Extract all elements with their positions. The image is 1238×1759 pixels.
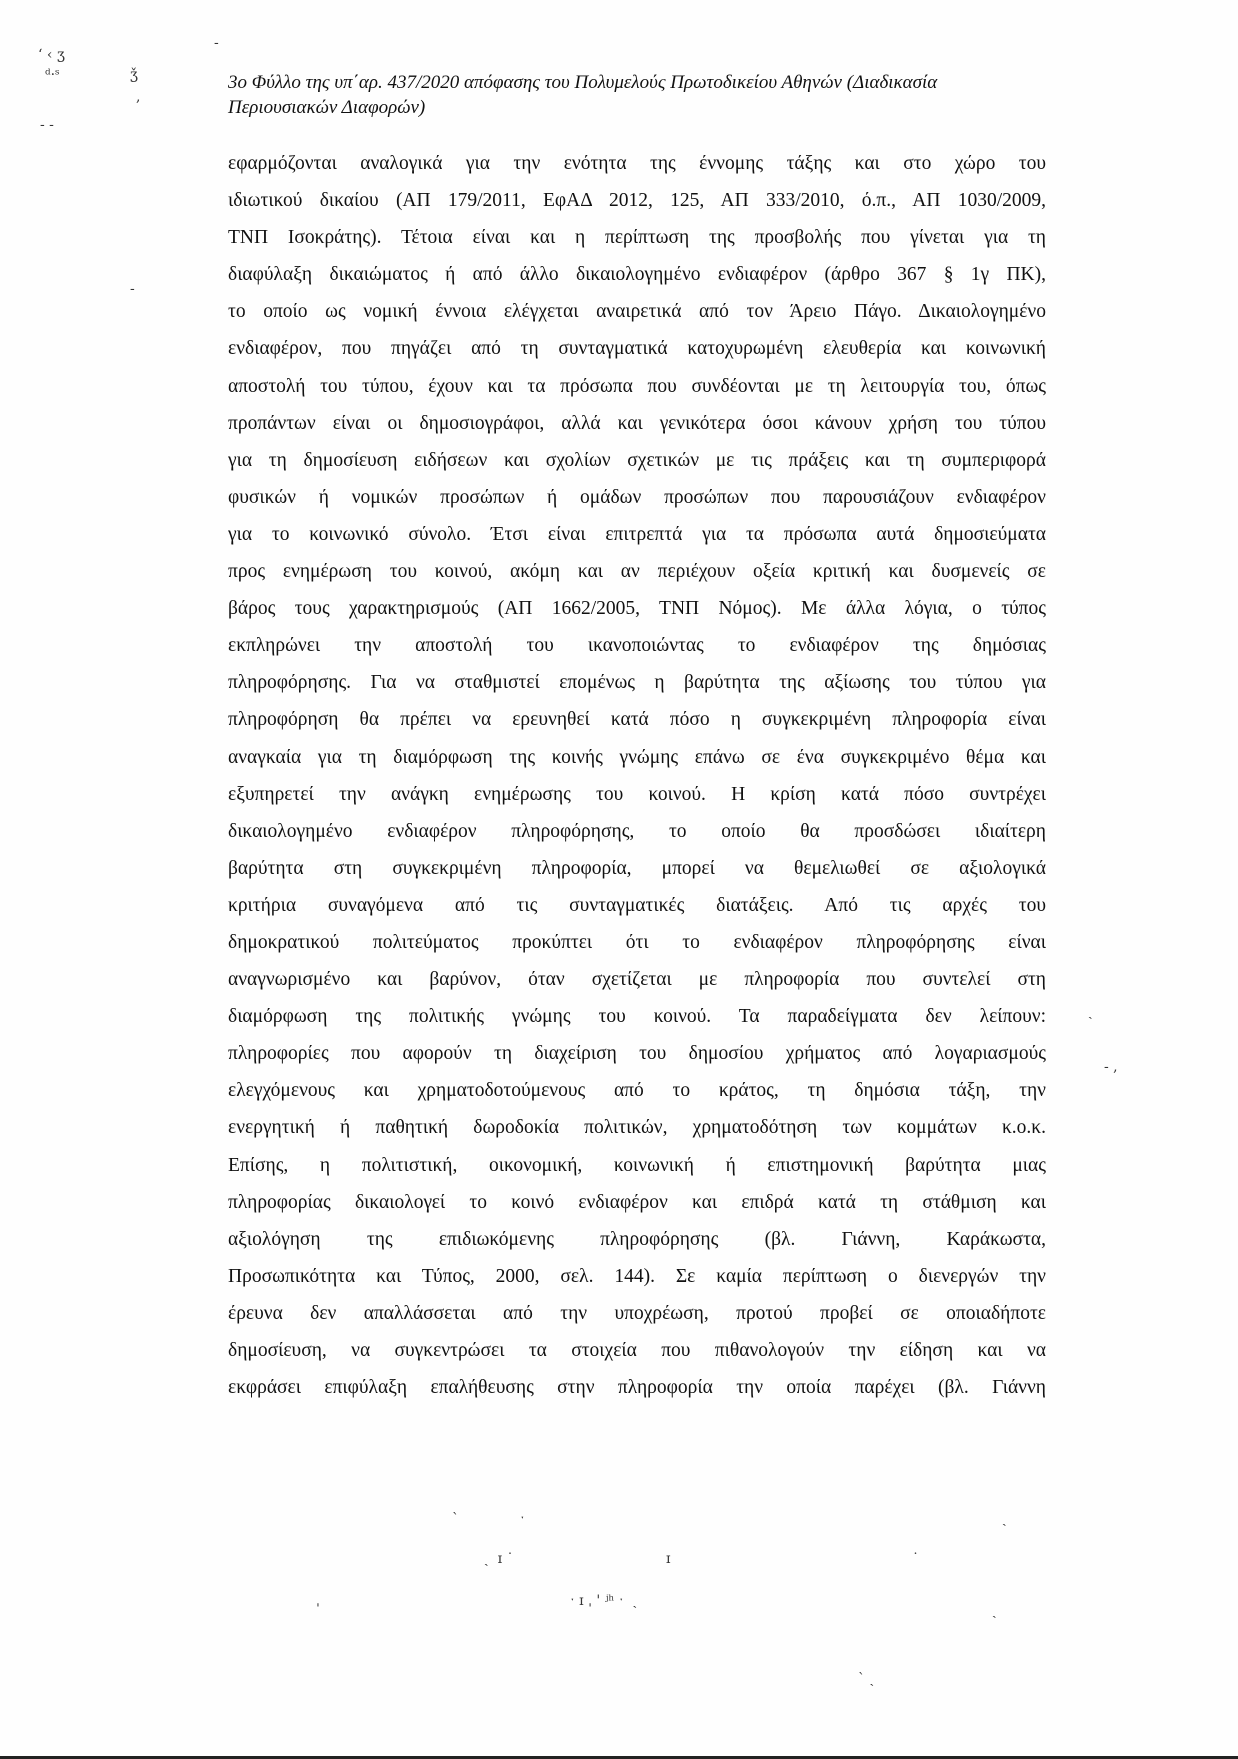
body-line: ενδιαφέρον, που πηγάζει από τη συνταγματικά κατοχυρωμένη ελευθερία και κοινωνική bbox=[228, 338, 1046, 360]
scan-speck: ˙ bbox=[912, 1551, 919, 1567]
scan-speck: - bbox=[130, 281, 135, 297]
body-line: πληροφορίας δικαιολογεί το κοινό ενδιαφέρον και επιδρά κατά τη στάθμιση και bbox=[228, 1191, 1046, 1213]
body-line: προπάντων είναι οι δημοσιογράφοι, αλλά και γενικότερα όσοι κάνουν χρήση του τύπου bbox=[228, 412, 1046, 434]
body-line: εξυπηρετεί την ανάγκη ενημέρωσης του κοινού. Η κρίση κατά πόσο συντρέχει bbox=[228, 783, 1046, 805]
body-line: διαμόρφωση της πολιτικής γνώμης του κοινού. Τα παραδείγματα δεν λείπουν: bbox=[228, 1006, 1046, 1028]
body-line: εκφράσει επιφύλαξη επαλήθευσης στην πληροφορία την οποία παρέχει (βλ. Γιάννη bbox=[228, 1377, 1046, 1399]
scan-speck: ˋ ˏ bbox=[858, 1671, 875, 1687]
body-line: διαφύλαξη δικαιώματος ή από άλλο δικαιολογημένο ενδιαφέρον (άρθρο 367 § 1γ ΠΚ), bbox=[228, 264, 1046, 286]
body-line: δικαιολογημένο ενδιαφέρον πληροφόρησης, το οποίο θα προσδώσει ιδιαίτερη bbox=[228, 820, 1046, 842]
scan-speck: - - bbox=[40, 117, 54, 133]
body-line: κριτήρια συναγόμενα από τις συνταγματικές διατάξεις. Από τις αρχές του bbox=[228, 894, 1046, 916]
body-line: για τη δημοσίευση ειδήσεων και σχολίων σχετικών με τις πράξεις και τη συμπεριφορά bbox=[228, 449, 1046, 471]
body-line: πληροφορίες που αφορούν τη διαχείριση του δημοσίου χρήματος από λογαριασμούς bbox=[228, 1043, 1046, 1065]
scan-speck: ǯ bbox=[130, 67, 138, 83]
scan-speck: ˏ bbox=[1002, 1511, 1007, 1527]
document-body bbox=[228, 145, 1046, 1406]
body-line: ενεργητική ή παθητική δωροδοκία πολιτικών, χρηματοδότηση των κομμάτων κ.ο.κ. bbox=[228, 1117, 1046, 1139]
scan-speck: - bbox=[214, 35, 219, 51]
body-line: εκπληρώνει την αποστολή του ικανοποιώντας το ενδιαφέρον της δημόσιας bbox=[228, 635, 1046, 657]
body-line: προς ενημέρωση του κοινού, ακόμη και αν περιέχουν οξεία κριτική και δυσμενείς σε bbox=[228, 561, 1046, 583]
body-line: ελεγχόμενους και χρηματοδοτούμενους από το κράτος, τη δημόσια τάξη, την bbox=[228, 1080, 1046, 1102]
body-line: αναγκαία για τη διαμόρφωση της κοινής γνώμης επάνω σε ένα συγκεκριμένο θέμα και bbox=[228, 746, 1046, 768]
body-line: Προσωπικότητα και Τύπος, 2000, σελ. 144). Σε καμία περίπτωση ο διενεργών την bbox=[228, 1265, 1046, 1287]
scan-speck: ˎ bbox=[992, 1603, 997, 1619]
body-line: δημοσίευση, να συγκεντρώσει τα στοιχεία που πιθανολογούν την είδηση και να bbox=[228, 1340, 1046, 1361]
scan-speck: ˌ bbox=[316, 1593, 320, 1609]
scan-speck: ˑ bbox=[520, 1511, 525, 1527]
scan-speck: ‘ ‹ ʒ bbox=[38, 47, 65, 63]
body-line: φυσικών ή νομικών προσώπων ή ομάδων προσώπων που παρουσιάζουν ενδιαφέρον bbox=[228, 486, 1046, 508]
body-line: αποστολή του τύπου, έχουν και τα πρόσωπα που συνδέονται με τη λειτουργία του, όπως bbox=[228, 375, 1046, 397]
scan-speck: ˑ ɪ ˌ ' ʲʰ ˑ ˏ bbox=[570, 1593, 638, 1609]
body-line: έρευνα δεν απαλλάσσεται από την υποχρέωση, προτού προβεί σε οποιαδήποτε bbox=[228, 1302, 1046, 1324]
scan-speck: - , bbox=[1104, 1059, 1118, 1075]
body-line: πληροφόρηση θα πρέπει να ερευνηθεί κατά πόσο η συγκεκριμένη πληροφορία είναι bbox=[228, 709, 1046, 731]
body-line: ιδιωτικού δικαίου (ΑΠ 179/2011, ΕφΑΔ 2012, 125, ΑΠ 333/2010, ό.π., ΑΠ 1030/2009, bbox=[228, 190, 1046, 212]
body-line: αξιολόγηση της επιδιωκόμενης πληροφόρησης (βλ. Γιάννη, Καράκωστα, bbox=[228, 1228, 1046, 1250]
scan-speck: ɪ bbox=[666, 1551, 671, 1567]
scan-speck: , bbox=[136, 89, 141, 105]
body-line: αναγνωρισμένο και βαρύνον, όταν σχετίζεται με πληροφορία που συντελεί στη bbox=[228, 969, 1046, 991]
body-line: δημοκρατικού πολιτεύματος προκύπτει ότι το ενδιαφέρον πληροφόρησης είναι bbox=[228, 931, 1046, 953]
scan-speck: ᵈ·ˢ bbox=[45, 67, 60, 83]
scan-speck: ˋ bbox=[452, 1511, 459, 1527]
scan-speck: ˏ bbox=[1088, 1004, 1093, 1020]
body-line: βαρύτητα στη συγκεκριμένη πληροφορία, μπορεί να θεμελιωθεί σε αξιολογικά bbox=[228, 857, 1046, 879]
scan-speck: ˎ ɪ ˙ bbox=[484, 1551, 514, 1567]
body-line: Επίσης, η πολιτιστική, οικονομική, κοινωνική ή επιστημονική βαρύτητα μιας bbox=[228, 1154, 1046, 1176]
body-line: βάρος τους χαρακτηρισμούς (ΑΠ 1662/2005, ΤΝΠ Νόμος). Με άλλα λόγια, ο τύπος bbox=[228, 598, 1046, 620]
body-line: για το κοινωνικό σύνολο. Έτσι είναι επιτρεπτά για τα πρόσωπα αυτά δημοσιεύματα bbox=[228, 523, 1046, 545]
body-line: το οποίο ως νομική έννοια ελέγχεται αναιρετικά από τον Άρειο Πάγο. Δικαιολογημένο bbox=[228, 301, 1046, 323]
page-header: 3ο Φύλλο της υπ΄αρ. 437/2020 απόφασης του Πολυμελούς Πρωτοδικείου Αθηνών (Διαδικασία Περιουσιακών Διαφορών) bbox=[228, 72, 938, 118]
body-line: εφαρμόζονται αναλογικά για την ενότητα της έννομης τάξης και στο χώρο του bbox=[228, 153, 1046, 174]
body-line: ΤΝΠ Ισοκράτης). Τέτοια είναι και η περίπτωση της προσβολής που γίνεται για τη bbox=[228, 227, 1046, 249]
body-line: πληροφόρησης. Για να σταθμιστεί επομένως η βαρύτητα της αξίωσης του τύπου για bbox=[228, 672, 1046, 694]
